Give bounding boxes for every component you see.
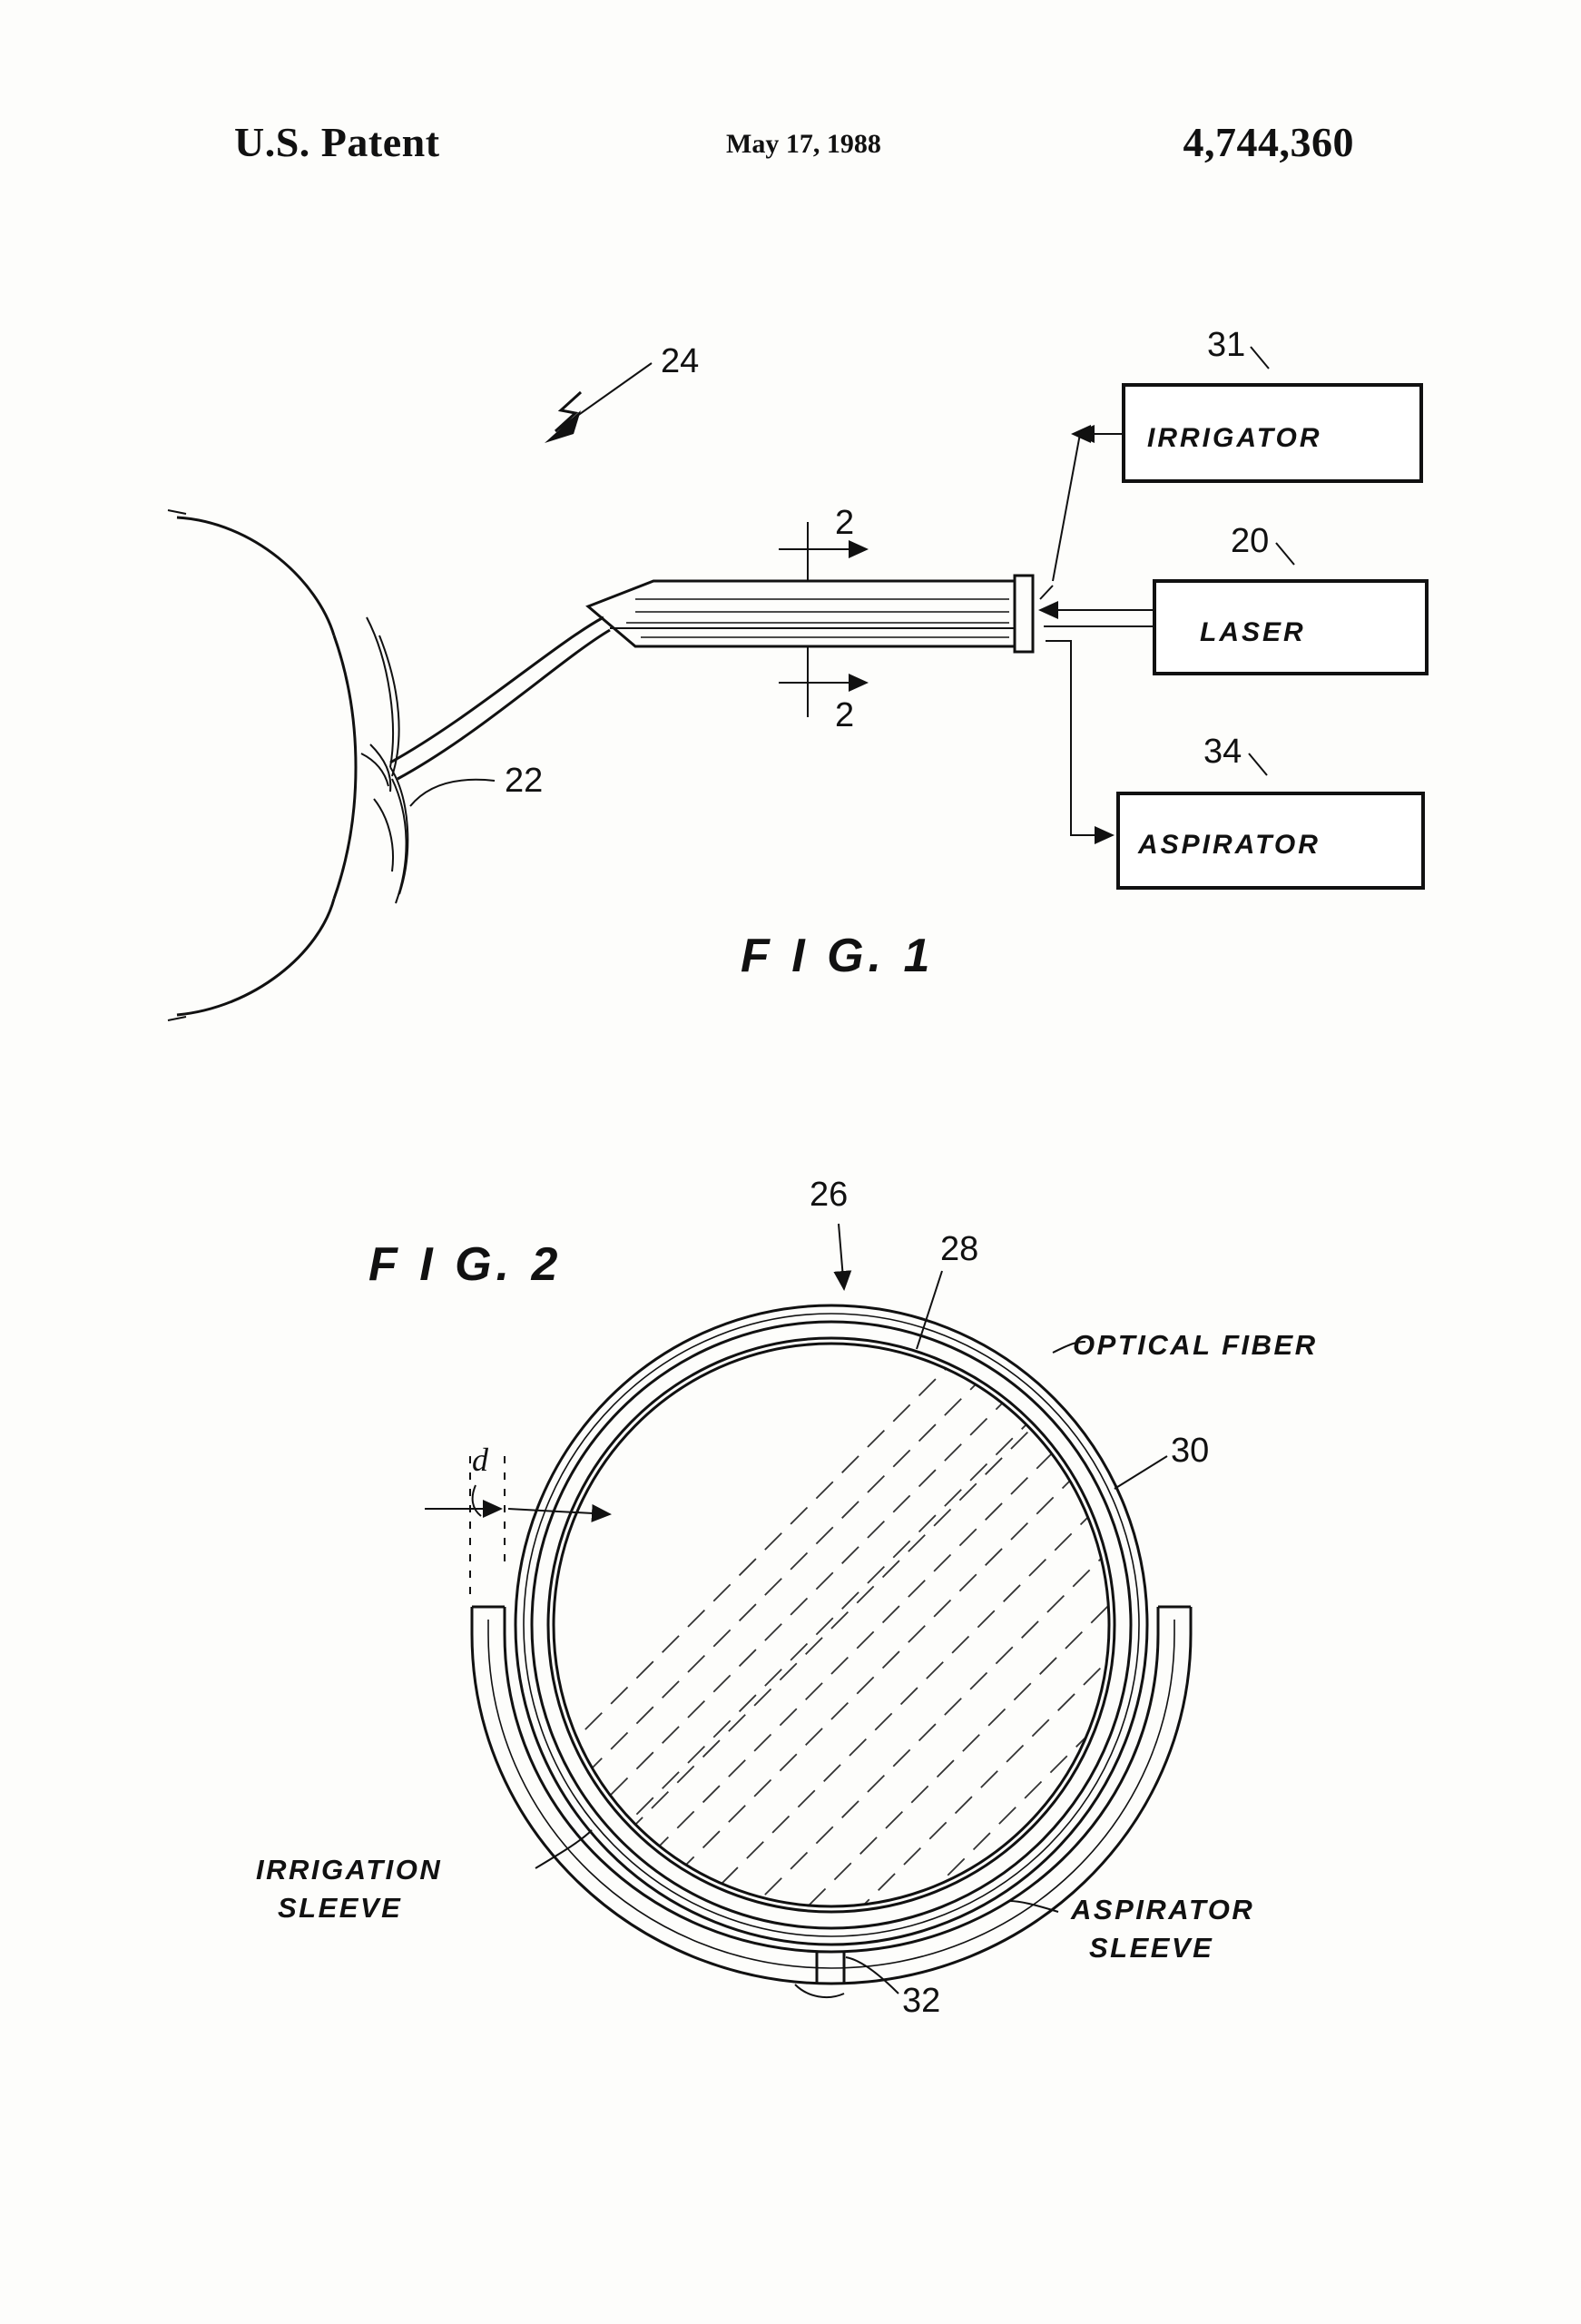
fig1-section-label-bottom: 2	[835, 696, 855, 734]
fig1-ref-31: 31	[1207, 326, 1246, 364]
figure-2-caption: F I G. 2	[368, 1238, 563, 1291]
fig2-optical-fiber-label: OPTICAL FIBER	[1073, 1329, 1318, 1361]
fig2-core-hatching	[472, 1135, 1398, 2324]
fig2-irrigation-sleeve-label-2: SLEEVE	[278, 1892, 403, 1924]
fig2-ref-30: 30	[1171, 1432, 1210, 1470]
patent-date: May 17, 1988	[726, 129, 881, 159]
fig1-ref-24: 24	[661, 342, 700, 380]
fig2-aspirator-sleeve-label-2: SLEEVE	[1089, 1932, 1214, 1964]
fig1-ref-22: 22	[505, 762, 544, 800]
fig2-ref-32: 32	[902, 1982, 941, 2020]
fig2-ref-28: 28	[940, 1230, 979, 1268]
fig2-ref-26: 26	[810, 1176, 849, 1214]
fig1-irrigator-label: IRRIGATOR	[1147, 423, 1322, 453]
fig2-irrigation-sleeve-label-1: IRRIGATION	[256, 1854, 443, 1886]
fig1-section-label-top: 2	[835, 504, 855, 542]
fig1-ref-34: 34	[1203, 733, 1242, 771]
fig2-dimension-d-label: d	[472, 1442, 488, 1478]
fig2-aspirator-sleeve-label-1: ASPIRATOR	[1071, 1894, 1255, 1925]
fig2-outer-sleeve	[516, 1305, 1147, 1945]
figure-1-caption: F I G. 1	[741, 930, 935, 982]
fig1-ref-20: 20	[1231, 522, 1270, 560]
patent-number: 4,744,360	[1183, 119, 1354, 165]
fig1-aspirator-label: ASPIRATOR	[1138, 830, 1321, 860]
fig1-laser-label: LASER	[1200, 617, 1306, 647]
patent-office-label: U.S. Patent	[234, 119, 440, 165]
